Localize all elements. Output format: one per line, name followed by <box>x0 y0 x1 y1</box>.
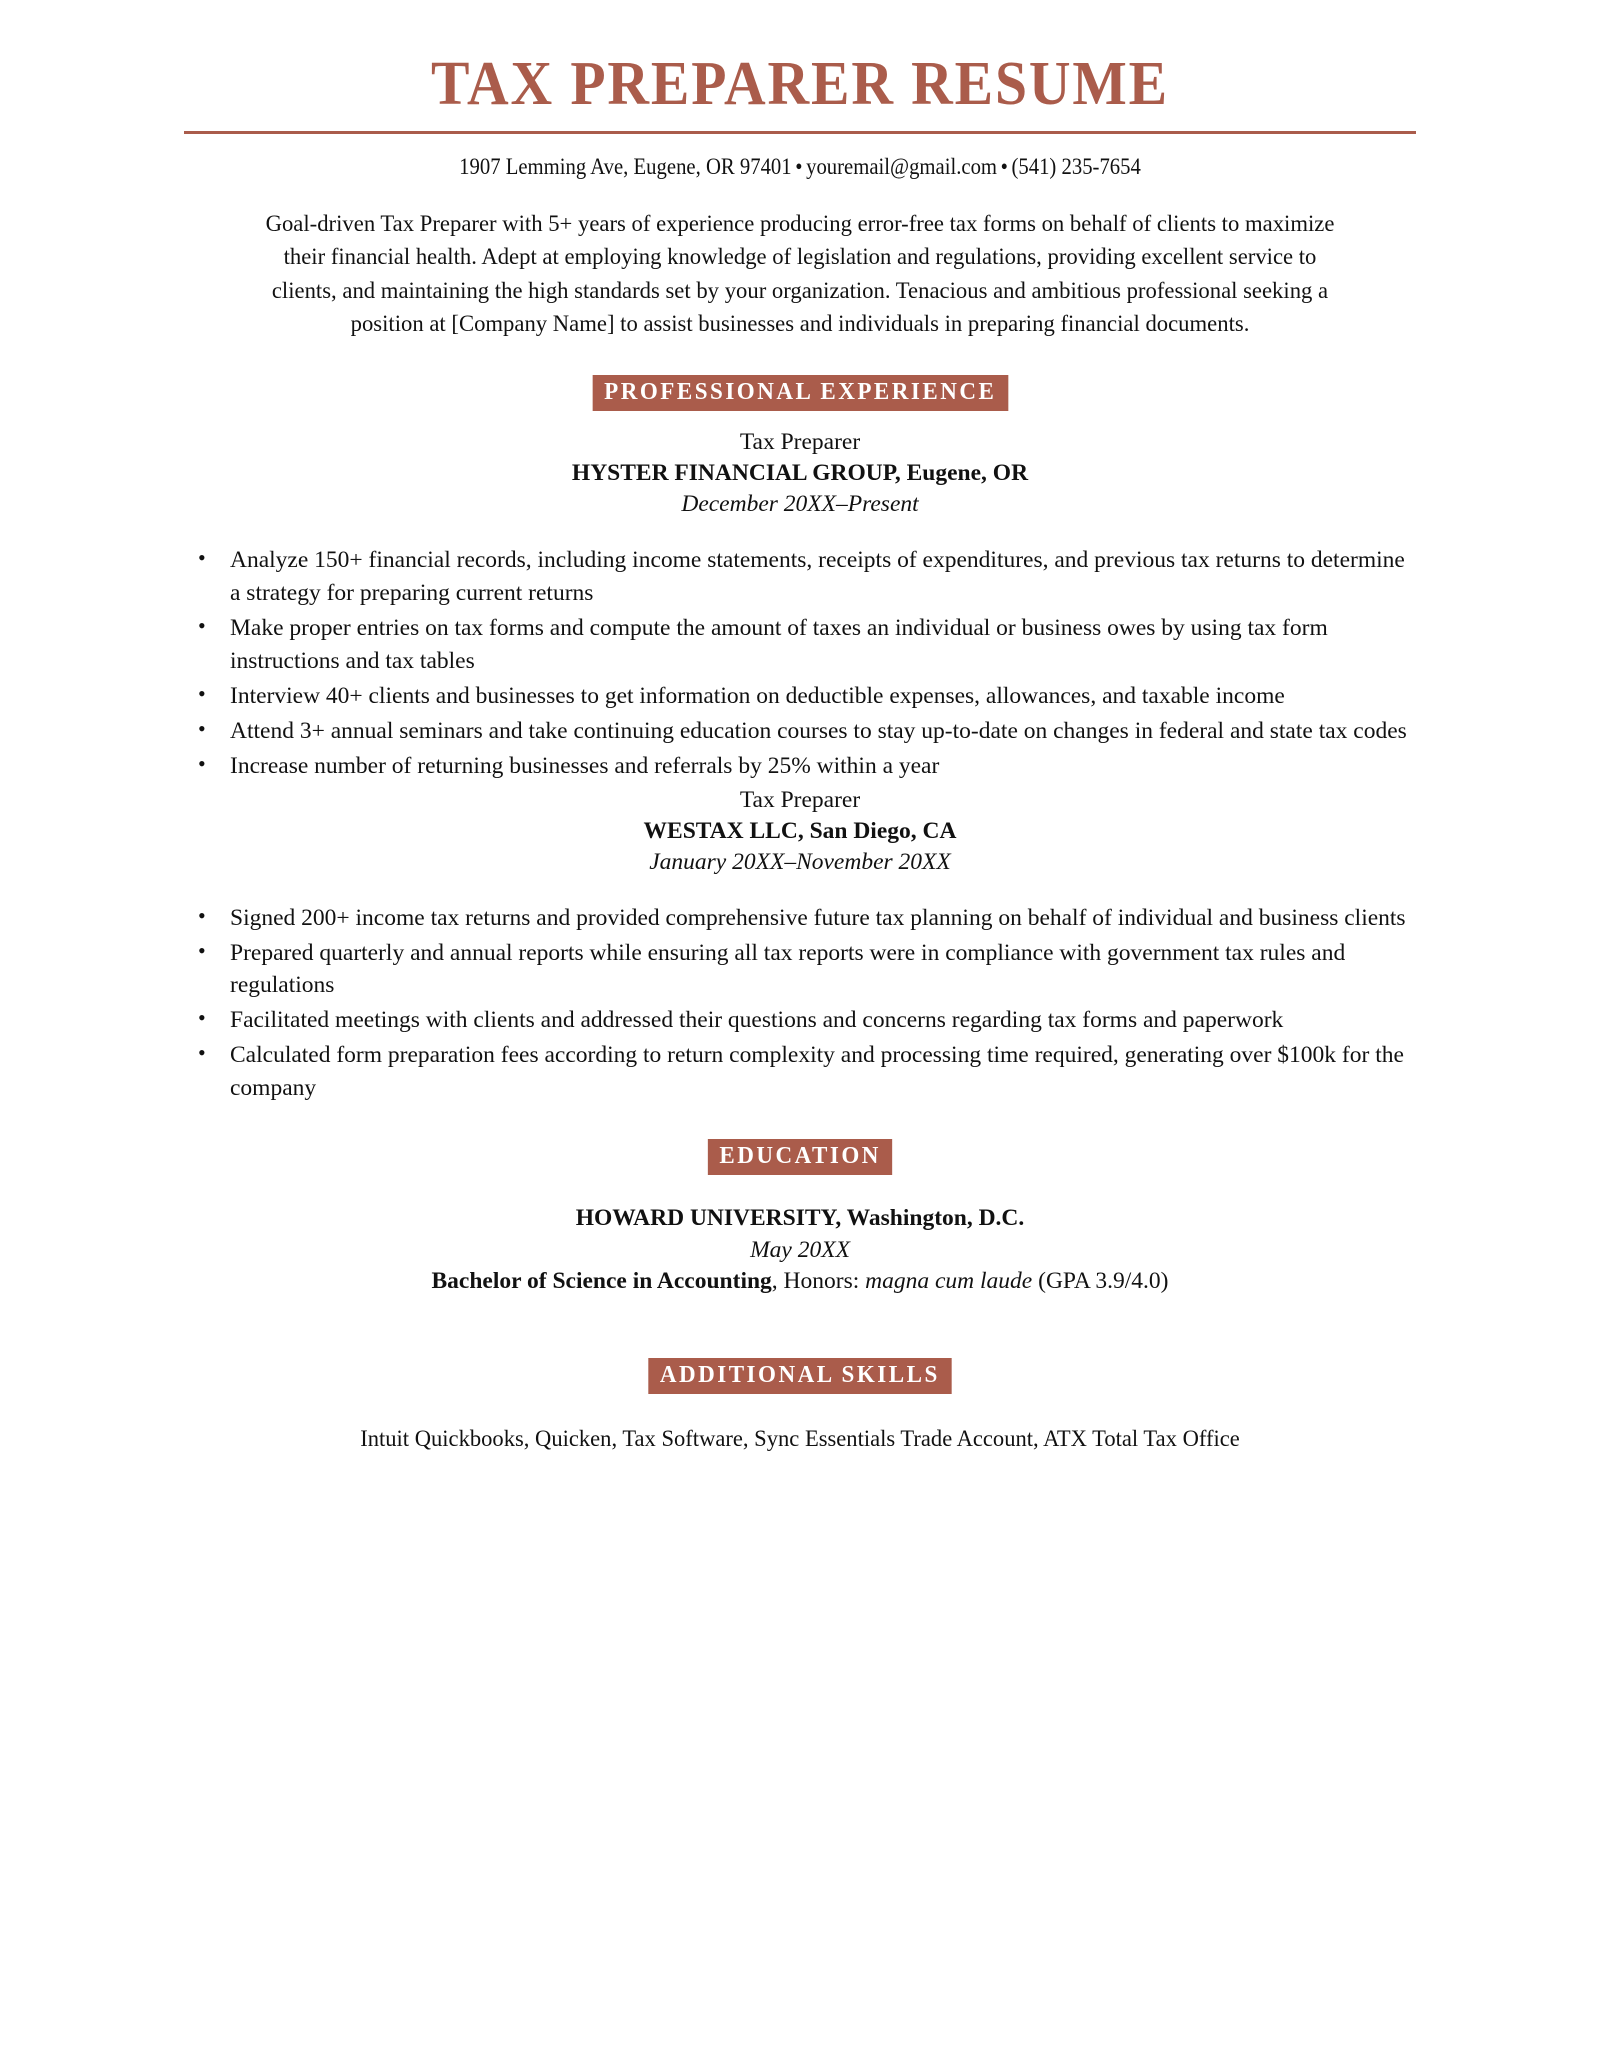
page-title: TAX PREPARER RESUME <box>431 50 1169 118</box>
list-item: • Make proper entries on tax forms and compute the amount of taxes an individual or business owes by using tax form instructions and tax tables <box>184 612 1416 678</box>
skills-list: Intuit Quickbooks, Quicken, Tax Software, Sync Essentials Trade Account, ATX Total Tax Office <box>360 1425 1240 1452</box>
contact-separator-1: • <box>795 154 803 180</box>
list-item: • Increase number of returning businesses and referrals by 25% within a year <box>184 750 1416 783</box>
section-badge-education: EDUCATION <box>708 1139 893 1175</box>
title-divider <box>184 131 1416 134</box>
education-entry <box>184 1203 1416 1298</box>
section-header-experience <box>184 375 1416 411</box>
job-dates: January 20XX–November 20XX <box>649 848 951 875</box>
list-item: • Calculated form preparation fees according to return complexity and processing time required, generating over $100k for the company <box>184 1039 1416 1105</box>
contact-address: 1907 Lemming Ave, Eugene, OR 97401 <box>459 154 792 180</box>
job-title: Tax Preparer <box>739 786 861 813</box>
resume-page <box>184 0 1416 1456</box>
education-honors-value: magna cum laude <box>865 1268 1033 1295</box>
education-degree: Bachelor of Science in Accounting <box>431 1268 772 1295</box>
list-item: • Prepared quarterly and annual reports while ensuring all tax reports were in compliance with government tax rules and regulations <box>184 937 1416 1003</box>
job-title: Tax Preparer <box>739 429 861 456</box>
experience-entry-header <box>184 427 1416 520</box>
job-company: HYSTER FINANCIAL GROUP, Eugene, OR <box>571 460 1029 487</box>
contact-separator-2: • <box>1000 154 1008 180</box>
job-bullet-list <box>184 902 1416 1105</box>
professional-summary: Goal-driven Tax Preparer with 5+ years of experience producing error-free tax forms on behalf of clients to maximize their financial health. Adept at employing knowledge of legislation and regulations, providing excellent service to clients, and maintaining the high standards set by your organization. Tenacious and ambitious professional seeking a position at [Company Name] to assist businesses and individuals in preparing financial documents. <box>265 210 1335 338</box>
education-school: HOWARD UNIVERSITY, Washington, D.C. <box>575 1204 1025 1231</box>
education-honors-label: , Honors: <box>771 1268 866 1295</box>
experience-entry-header <box>184 785 1416 878</box>
contact-phone[interactable]: (541) 235-7654 <box>1011 154 1141 180</box>
list-item: • Signed 200+ income tax returns and provided comprehensive future tax planning on behalf of individual and business clients <box>184 902 1416 935</box>
section-badge-skills: ADDITIONAL SKILLS <box>649 1358 952 1394</box>
experience-entry <box>184 785 1416 1105</box>
list-item: • Interview 40+ clients and businesses to get information on deductible expenses, allowances, and taxable income <box>184 680 1416 713</box>
experience-entry <box>184 427 1416 782</box>
section-header-education <box>184 1139 1416 1175</box>
education-gpa: (GPA 3.9/4.0) <box>1032 1268 1169 1295</box>
education-date: May 20XX <box>750 1236 850 1263</box>
list-item: • Facilitated meetings with clients and addressed their questions and concerns regarding tax forms and paperwork <box>184 1004 1416 1037</box>
contact-email[interactable]: youremail@gmail.com <box>806 154 998 180</box>
job-company: WESTAX LLC, San Diego, CA <box>643 817 957 844</box>
section-badge-experience: PROFESSIONAL EXPERIENCE <box>592 375 1007 411</box>
contact-line <box>246 152 1355 182</box>
job-bullet-list <box>184 544 1416 782</box>
list-item: • Analyze 150+ financial records, including income statements, receipts of expenditures, and previous tax returns to determine a strategy for preparing current returns <box>184 544 1416 610</box>
job-dates: December 20XX–Present <box>681 491 919 518</box>
section-header-skills <box>184 1358 1416 1394</box>
education-degree-line <box>184 1266 1416 1298</box>
list-item: • Attend 3+ annual seminars and take continuing education courses to stay up-to-date on changes in federal and state tax codes <box>184 715 1416 748</box>
